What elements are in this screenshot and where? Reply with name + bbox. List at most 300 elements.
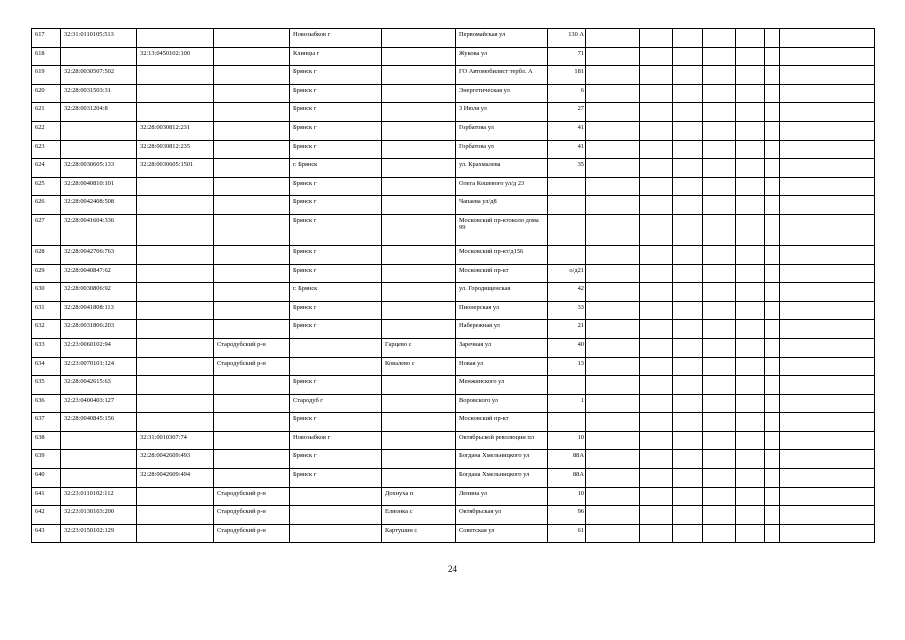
settlement-cell	[382, 196, 456, 215]
city-cell: Брянск г	[290, 121, 382, 140]
empty-cell	[640, 84, 673, 103]
cadastral-number-alt-cell	[137, 376, 214, 395]
empty-cell	[586, 469, 640, 488]
empty-cell	[703, 66, 736, 85]
house-number-cell: 10	[548, 431, 586, 450]
row-number-cell: 633	[32, 338, 61, 357]
empty-cell	[736, 103, 765, 122]
empty-cell	[673, 245, 703, 264]
empty-cell	[673, 487, 703, 506]
city-cell	[290, 524, 382, 543]
cadastral-number-cell: 32:28:0040847:62	[61, 264, 137, 283]
cadastral-number-alt-cell	[137, 320, 214, 339]
house-number-cell: 35	[548, 159, 586, 178]
city-cell: г. Брянск	[290, 159, 382, 178]
table-row	[32, 376, 875, 395]
cadastral-number-alt-cell	[137, 214, 214, 245]
city-cell: Брянск г	[290, 103, 382, 122]
settlement-cell	[382, 245, 456, 264]
empty-cell	[736, 320, 765, 339]
empty-cell	[703, 394, 736, 413]
empty-cell	[736, 140, 765, 159]
row-number-cell: 634	[32, 357, 61, 376]
cadastral-number-alt-cell	[137, 245, 214, 264]
settlement-cell	[382, 413, 456, 432]
empty-cell	[736, 357, 765, 376]
city-cell: Брянск г	[290, 177, 382, 196]
district-cell	[214, 264, 290, 283]
empty-cell	[673, 394, 703, 413]
table-row	[32, 264, 875, 283]
table-row	[32, 196, 875, 215]
cadastral-number-cell: 32:28:0042408:508	[61, 196, 137, 215]
empty-cell	[586, 177, 640, 196]
page-number: 24	[448, 564, 457, 574]
cadastral-number-alt-cell: 32:31:0010307:74	[137, 431, 214, 450]
city-cell: Брянск г	[290, 84, 382, 103]
cadastral-number-cell: 32:23:0150102:129	[61, 524, 137, 543]
empty-cell	[640, 283, 673, 302]
cadastral-number-cell: 32:28:0031503:31	[61, 84, 137, 103]
empty-cell	[780, 214, 875, 245]
empty-cell	[765, 376, 780, 395]
house-number-cell: 41	[548, 140, 586, 159]
city-cell: Брянск г	[290, 413, 382, 432]
empty-cell	[703, 159, 736, 178]
empty-cell	[703, 283, 736, 302]
row-number-cell: 620	[32, 84, 61, 103]
empty-cell	[780, 103, 875, 122]
empty-cell	[736, 47, 765, 66]
empty-cell	[780, 121, 875, 140]
cadastral-number-alt-cell: 32:28:0042609:494	[137, 469, 214, 488]
empty-cell	[765, 357, 780, 376]
empty-cell	[703, 214, 736, 245]
empty-cell	[765, 214, 780, 245]
district-cell	[214, 394, 290, 413]
row-number-cell: 624	[32, 159, 61, 178]
table-row	[32, 357, 875, 376]
empty-cell	[736, 214, 765, 245]
house-number-cell	[548, 245, 586, 264]
empty-cell	[780, 47, 875, 66]
table-row	[32, 431, 875, 450]
district-cell	[214, 121, 290, 140]
settlement-cell	[382, 264, 456, 283]
row-number-cell: 622	[32, 121, 61, 140]
house-number-cell	[548, 177, 586, 196]
row-number-cell: 623	[32, 140, 61, 159]
cadastral-number-cell: 32:23:0110102:112	[61, 487, 137, 506]
empty-cell	[673, 506, 703, 525]
empty-cell	[586, 245, 640, 264]
row-number-cell: 627	[32, 214, 61, 245]
cadastral-number-cell	[61, 431, 137, 450]
table-row	[32, 320, 875, 339]
cadastral-number-alt-cell: 32:28:0042609:493	[137, 450, 214, 469]
settlement-cell	[382, 394, 456, 413]
house-number-cell: 71	[548, 47, 586, 66]
empty-cell	[736, 29, 765, 48]
empty-cell	[703, 338, 736, 357]
row-number-cell: 641	[32, 487, 61, 506]
cadastral-number-cell: 32:28:0031204:8	[61, 103, 137, 122]
city-cell	[290, 357, 382, 376]
table-row	[32, 506, 875, 525]
house-number-cell: 27	[548, 103, 586, 122]
street-cell: Московский пр-кт	[456, 264, 548, 283]
empty-cell	[765, 121, 780, 140]
empty-cell	[703, 196, 736, 215]
district-cell	[214, 376, 290, 395]
empty-cell	[703, 47, 736, 66]
empty-cell	[765, 506, 780, 525]
empty-cell	[586, 524, 640, 543]
city-cell: Брянск г	[290, 245, 382, 264]
row-number-cell: 643	[32, 524, 61, 543]
empty-cell	[640, 140, 673, 159]
district-cell: Стародубский р-н	[214, 506, 290, 525]
house-number-cell: 40	[548, 338, 586, 357]
row-number-cell: 626	[32, 196, 61, 215]
district-cell	[214, 301, 290, 320]
empty-cell	[765, 413, 780, 432]
empty-cell	[640, 301, 673, 320]
empty-cell	[765, 264, 780, 283]
empty-cell	[703, 357, 736, 376]
cadastral-number-alt-cell	[137, 264, 214, 283]
row-number-cell: 625	[32, 177, 61, 196]
cadastral-number-alt-cell	[137, 506, 214, 525]
empty-cell	[780, 301, 875, 320]
settlement-cell	[382, 301, 456, 320]
cadastral-number-alt-cell	[137, 177, 214, 196]
city-cell: Новозыбков г	[290, 431, 382, 450]
cadastral-number-alt-cell: 32:28:0030605:1501	[137, 159, 214, 178]
street-cell: ул. Городищенская	[456, 283, 548, 302]
settlement-cell	[382, 29, 456, 48]
cadastral-number-cell: 32:23:0060102:94	[61, 338, 137, 357]
empty-cell	[673, 121, 703, 140]
empty-cell	[586, 357, 640, 376]
empty-cell	[703, 29, 736, 48]
row-number-cell: 642	[32, 506, 61, 525]
empty-cell	[586, 394, 640, 413]
empty-cell	[673, 196, 703, 215]
table-row	[32, 338, 875, 357]
empty-cell	[586, 66, 640, 85]
house-number-cell	[548, 376, 586, 395]
empty-cell	[640, 264, 673, 283]
empty-cell	[640, 103, 673, 122]
table-row	[32, 214, 875, 245]
empty-cell	[780, 320, 875, 339]
empty-cell	[640, 524, 673, 543]
street-cell: Ленина ул	[456, 487, 548, 506]
empty-cell	[765, 283, 780, 302]
cadastral-number-alt-cell	[137, 66, 214, 85]
house-number-cell: 88А	[548, 469, 586, 488]
city-cell: Брянск г	[290, 66, 382, 85]
street-cell: Богдана Хмельницкого ул	[456, 450, 548, 469]
city-cell: Новозыбков г	[290, 29, 382, 48]
empty-cell	[736, 394, 765, 413]
row-number-cell: 618	[32, 47, 61, 66]
cadastral-number-alt-cell	[137, 283, 214, 302]
district-cell	[214, 66, 290, 85]
empty-cell	[703, 450, 736, 469]
house-number-cell	[548, 214, 586, 245]
house-number-cell: 42	[548, 283, 586, 302]
city-cell: Брянск г	[290, 301, 382, 320]
empty-cell	[765, 196, 780, 215]
city-cell: Клинцы г	[290, 47, 382, 66]
cadastral-number-cell	[61, 450, 137, 469]
settlement-cell	[382, 84, 456, 103]
house-number-cell: 13	[548, 357, 586, 376]
empty-cell	[780, 196, 875, 215]
empty-cell	[673, 413, 703, 432]
empty-cell	[765, 338, 780, 357]
empty-cell	[640, 487, 673, 506]
empty-cell	[640, 196, 673, 215]
empty-cell	[586, 29, 640, 48]
district-cell	[214, 196, 290, 215]
settlement-cell	[382, 140, 456, 159]
street-cell: Горбатова ул	[456, 140, 548, 159]
row-number-cell: 640	[32, 469, 61, 488]
district-cell: Стародубский р-н	[214, 338, 290, 357]
cadastral-number-alt-cell	[137, 84, 214, 103]
empty-cell	[780, 140, 875, 159]
city-cell: г. Брянск	[290, 283, 382, 302]
empty-cell	[703, 103, 736, 122]
house-number-cell: о/д21	[548, 264, 586, 283]
empty-cell	[640, 66, 673, 85]
cadastral-number-cell: 32:28:0042615:63	[61, 376, 137, 395]
empty-cell	[586, 431, 640, 450]
empty-cell	[736, 469, 765, 488]
empty-cell	[780, 84, 875, 103]
district-cell	[214, 450, 290, 469]
cadastral-number-cell: 32:23:0130103:200	[61, 506, 137, 525]
empty-cell	[586, 301, 640, 320]
house-number-cell: 88А	[548, 450, 586, 469]
empty-cell	[703, 301, 736, 320]
row-number-cell: 638	[32, 431, 61, 450]
empty-cell	[640, 245, 673, 264]
empty-cell	[586, 450, 640, 469]
row-number-cell: 631	[32, 301, 61, 320]
empty-cell	[640, 121, 673, 140]
empty-cell	[673, 301, 703, 320]
street-cell: Менжинского ул	[456, 376, 548, 395]
empty-cell	[780, 376, 875, 395]
empty-cell	[640, 450, 673, 469]
empty-cell	[736, 506, 765, 525]
empty-cell	[780, 177, 875, 196]
empty-cell	[736, 245, 765, 264]
cadastral-number-alt-cell: 32:28:0030812:231	[137, 121, 214, 140]
street-cell: Воровского ул	[456, 394, 548, 413]
cadastral-number-cell: 32:28:0041604:336	[61, 214, 137, 245]
row-number-cell: 621	[32, 103, 61, 122]
empty-cell	[673, 177, 703, 196]
empty-cell	[765, 320, 780, 339]
house-number-cell	[548, 413, 586, 432]
row-number-cell: 632	[32, 320, 61, 339]
empty-cell	[640, 214, 673, 245]
empty-cell	[765, 47, 780, 66]
district-cell	[214, 214, 290, 245]
empty-cell	[586, 121, 640, 140]
empty-cell	[765, 394, 780, 413]
empty-cell	[780, 469, 875, 488]
empty-cell	[765, 301, 780, 320]
district-cell	[214, 413, 290, 432]
table-row	[32, 450, 875, 469]
settlement-cell: Ковалево с	[382, 357, 456, 376]
empty-cell	[673, 264, 703, 283]
empty-cell	[673, 357, 703, 376]
cadastral-number-cell: 32:28:0041808:113	[61, 301, 137, 320]
cadastral-number-cell: 32:23:0400403:127	[61, 394, 137, 413]
empty-cell	[736, 450, 765, 469]
district-cell	[214, 159, 290, 178]
empty-cell	[703, 320, 736, 339]
street-cell: Пионерская ул	[456, 301, 548, 320]
cadastral-number-alt-cell	[137, 413, 214, 432]
cadastral-number-alt-cell: 32:13:0450102:100	[137, 47, 214, 66]
street-cell: Московский пр-ктоколо дома 99	[456, 214, 548, 245]
cadastral-number-cell: 32:28:0042706:763	[61, 245, 137, 264]
district-cell	[214, 103, 290, 122]
settlement-cell: Дохнуха п	[382, 487, 456, 506]
cadastral-number-alt-cell	[137, 487, 214, 506]
settlement-cell	[382, 283, 456, 302]
empty-cell	[586, 196, 640, 215]
city-cell	[290, 487, 382, 506]
empty-cell	[640, 394, 673, 413]
empty-cell	[703, 524, 736, 543]
table-row	[32, 103, 875, 122]
empty-cell	[780, 357, 875, 376]
street-cell: Жукова ул	[456, 47, 548, 66]
table-row	[32, 487, 875, 506]
empty-cell	[586, 338, 640, 357]
empty-cell	[765, 450, 780, 469]
settlement-cell	[382, 469, 456, 488]
empty-cell	[736, 487, 765, 506]
empty-cell	[586, 159, 640, 178]
empty-cell	[640, 29, 673, 48]
empty-cell	[703, 487, 736, 506]
empty-cell	[736, 524, 765, 543]
city-cell: Брянск г	[290, 469, 382, 488]
empty-cell	[673, 159, 703, 178]
empty-cell	[673, 66, 703, 85]
house-number-cell: 130 А	[548, 29, 586, 48]
table-row	[32, 394, 875, 413]
empty-cell	[640, 320, 673, 339]
cadastral-number-alt-cell	[137, 301, 214, 320]
empty-cell	[780, 264, 875, 283]
empty-cell	[640, 159, 673, 178]
empty-cell	[736, 264, 765, 283]
cadastral-number-alt-cell	[137, 357, 214, 376]
street-cell: Чапаева ул/д8	[456, 196, 548, 215]
street-cell: Московский пр-кт/д156	[456, 245, 548, 264]
empty-cell	[736, 376, 765, 395]
empty-cell	[736, 301, 765, 320]
street-cell: Энергетическая ул	[456, 84, 548, 103]
table-row	[32, 283, 875, 302]
empty-cell	[586, 103, 640, 122]
street-cell: 3 Июля ул	[456, 103, 548, 122]
street-cell: ГО Автомобилист тербл. А	[456, 66, 548, 85]
empty-cell	[673, 524, 703, 543]
empty-cell	[586, 84, 640, 103]
district-cell: Стародубский р-н	[214, 357, 290, 376]
district-cell	[214, 47, 290, 66]
empty-cell	[765, 245, 780, 264]
empty-cell	[640, 506, 673, 525]
empty-cell	[673, 338, 703, 357]
empty-cell	[586, 264, 640, 283]
empty-cell	[736, 196, 765, 215]
house-number-cell: 61	[548, 524, 586, 543]
empty-cell	[780, 66, 875, 85]
cadastral-number-cell: 32:28:0030507:502	[61, 66, 137, 85]
street-cell: Советская ул	[456, 524, 548, 543]
district-cell	[214, 431, 290, 450]
city-cell: Стародуб г	[290, 394, 382, 413]
cadastral-number-alt-cell: 32:28:0030812:235	[137, 140, 214, 159]
settlement-cell: Картушин с	[382, 524, 456, 543]
empty-cell	[736, 283, 765, 302]
empty-cell	[673, 450, 703, 469]
table-row	[32, 47, 875, 66]
empty-cell	[780, 506, 875, 525]
table-body	[32, 29, 875, 543]
empty-cell	[586, 47, 640, 66]
city-cell: Брянск г	[290, 450, 382, 469]
table-row	[32, 140, 875, 159]
empty-cell	[703, 121, 736, 140]
empty-cell	[780, 394, 875, 413]
empty-cell	[703, 140, 736, 159]
house-number-cell: 181	[548, 66, 586, 85]
settlement-cell	[382, 214, 456, 245]
row-number-cell: 617	[32, 29, 61, 48]
street-cell: Московский пр-кт	[456, 413, 548, 432]
empty-cell	[736, 159, 765, 178]
empty-cell	[765, 469, 780, 488]
cadastral-number-cell: 32:28:0030806:92	[61, 283, 137, 302]
settlement-cell	[382, 450, 456, 469]
empty-cell	[765, 103, 780, 122]
empty-cell	[736, 121, 765, 140]
district-cell	[214, 469, 290, 488]
street-cell: Олега Кошевого ул/д 23	[456, 177, 548, 196]
cadastral-number-cell	[61, 121, 137, 140]
district-cell	[214, 283, 290, 302]
settlement-cell	[382, 103, 456, 122]
empty-cell	[586, 283, 640, 302]
settlement-cell	[382, 121, 456, 140]
settlement-cell	[382, 320, 456, 339]
empty-cell	[765, 431, 780, 450]
